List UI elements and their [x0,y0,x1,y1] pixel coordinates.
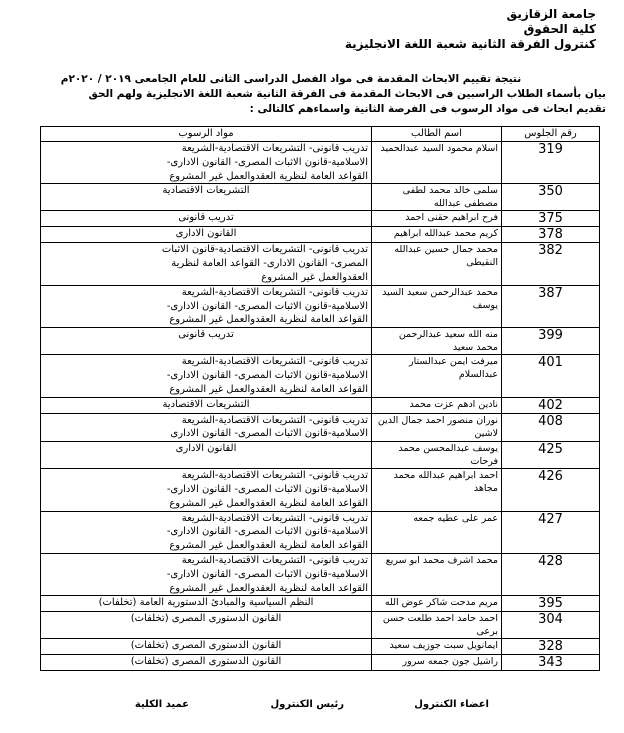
subject-line: القواعد العامة لنظرية العقدوالعمل غير المشروع [169,497,368,509]
student-name-cell: يوسف عبدالمحسن محمد فرحات [372,442,502,469]
table-row [41,328,600,355]
table-row [41,285,600,327]
student-name-cell: كريم محمد عبدالله ابراهيم [372,227,502,243]
student-name-cell: منه الله سعيد عبدالرحمن محمد سعيد [372,328,502,355]
seat-number-cell: 382 [502,243,600,285]
table-body [41,142,600,671]
subject-line: التشريعات الاقتصادية [162,398,250,410]
university-name: جامعة الزقازيق [506,7,596,21]
table-row [41,243,600,285]
seat-number-cell: 426 [502,469,600,511]
control-members-label: اعضاء الكنترول [414,699,489,710]
failed-subjects-cell [41,596,372,612]
control-name: كنترول الفرقة الثانية شعبة اللغة الانجليزية [344,37,596,51]
subject-line: تدريب قانونى- التشريعات الاقتصادية-الشريعة [181,512,368,524]
student-name-cell: فرح ابراهيم حقنى احمد [372,211,502,227]
subject-line: تدريب قانونى- التشريعات الاقتصادية-الشريعة [181,554,368,566]
failed-subjects-cell [41,227,372,243]
subject-line: القانون الدستورى المصرى (تخلفات) [130,613,282,625]
subject-line: القانون الادارى [175,443,237,455]
student-name-cell: ايمانويل سبت جوزيف سعيد [372,639,502,655]
title-line-3: تقديم ابحاث فى مواد الرسوب فى الفرصة الثانية واسماءهم كالتالى : [249,103,606,115]
subject-line: تدريب قانونى- التشريعات الاقتصادية-الشريعة [181,414,368,426]
subject-line: الاسلامية-قانون الاثبات المصرى- القانون الادارى- [166,369,368,381]
failed-subjects-cell [41,553,372,595]
seat-number-cell: 395 [502,596,600,612]
signatures-footer [0,699,624,715]
subject-line: القانون الادارى [175,228,237,240]
table-row [41,397,600,413]
subject-line: العقدوالعمل غير المشروع [261,271,368,283]
table-row [41,184,600,211]
student-name-cell: ميرفت ايمن عبدالستار عبدالسلام [372,355,502,397]
seat-number-cell: 350 [502,184,600,211]
failed-subjects-cell [41,639,372,655]
dean-label: عميد الكلية [134,699,189,710]
document-header [345,7,596,52]
failed-subjects-cell [41,655,372,671]
student-name-cell: راشيل جون جمعه سرور [372,655,502,671]
student-name-cell: محمد عبدالرحمن سعيد السيد يوسف [372,285,502,327]
student-name-cell: احمد حامد احمد طلعت حسن برعى [372,612,502,639]
failed-subjects-cell [41,397,372,413]
table-row [41,612,600,639]
failed-subjects-cell [41,469,372,511]
failed-subjects-cell [41,285,372,327]
seat-number-cell: 343 [502,655,600,671]
table-row [41,355,600,397]
failed-subjects-cell [41,413,372,442]
subject-line: تدريب قانونى- التشريعات الاقتصادية-قانون الاثبات [161,244,368,256]
seat-number-cell: 328 [502,639,600,655]
seat-number-cell: 319 [502,142,600,184]
student-name-cell: احمد ابراهيم عبدالله محمد مجاهد [372,469,502,511]
failed-subjects-cell [41,328,372,355]
seat-number-cell: 401 [502,355,600,397]
results-table [40,126,600,671]
table-row [41,511,600,553]
subject-line: القواعد العامة لنظرية العقدوالعمل غير المشروع [169,582,368,594]
subject-line: القانون الدستورى المصرى (تخلفات) [130,656,282,668]
seat-number-cell: 304 [502,612,600,639]
subject-line: تدريب قانونى- التشريعات الاقتصادية-الشريعة [181,286,368,298]
subject-line: الاسلامية-قانون الاثبات المصرى- القانون الادارى- [166,156,368,168]
subject-line: الاسلامية-قانون الاثبات المصرى- القانون الادارى- [166,483,368,495]
subject-line: الاسلامية-قانون الاثبات المصرى- القانون الادارى- [166,568,368,580]
seat-number-cell: 425 [502,442,600,469]
subject-line: تدريب قانونى [178,329,234,341]
student-name-cell: سلمى خالد محمد لطفى مصطفى عبدالله [372,184,502,211]
failed-subjects-cell [41,442,372,469]
subject-line: الاسلامية-قانون الاثبات المصرى- القانون الادارى- [166,526,368,538]
title-line-1: نتيجة تقييم الابحاث المقدمة فى مواد الفصل الدراسى الثانى للعام الجامعى ٢٠١٩ / ٢٠٢٠م [60,73,522,85]
subject-line: تدريب قانونى [178,212,234,224]
failed-subjects-cell [41,612,372,639]
subject-line: القواعد العامة لنظرية العقدوالعمل غير المشروع [169,314,368,326]
subject-line: القواعد العامة لنظرية العقدوالعمل غير المشروع [169,383,368,395]
failed-subjects-cell [41,184,372,211]
subject-line: تدريب قانونى- التشريعات الاقتصادية-الشريعة [181,470,368,482]
failed-subjects-cell [41,211,372,227]
subject-line: الاسلامية-قانون الاثبات المصرى- القانون الادارى- [166,300,368,312]
seat-number-cell: 387 [502,285,600,327]
student-name-cell: مريم مدحت شاكر عوض الله [372,596,502,612]
table-row [41,553,600,595]
failed-subjects-cell [41,243,372,285]
title-line-2: بيان بأسماء الطلاب الراسبين فى الابحاث المقدمة فى الفرقة الثانية شعبة اللغة الانجليزية ولهم الحق [88,88,606,100]
subject-line: الاسلامية-قانون الاثبات المصرى- القانون الادارى [170,428,368,440]
header-seat-number: رقم الجلوس [502,127,600,142]
header-failed-subjects: مواد الرسوب [41,127,372,142]
faculty-name: كلية الحقوق [523,22,596,36]
failed-subjects-cell [41,355,372,397]
seat-number-cell: 402 [502,397,600,413]
seat-number-cell: 378 [502,227,600,243]
table-row [41,142,600,184]
table-row [41,442,600,469]
seat-number-cell: 427 [502,511,600,553]
student-name-cell: نادين ادهم عزت محمد [372,397,502,413]
subject-line: النظم السياسية والمبادئ الدستورية العامة (تخلفات) [98,597,314,609]
table-row [41,639,600,655]
failed-subjects-cell [41,142,372,184]
subject-line: القانون الدستورى المصرى (تخلفات) [130,640,282,652]
table-row [41,655,600,671]
student-name-cell: محمد جمال حسين عبدالله النقيطى [372,243,502,285]
seat-number-cell: 375 [502,211,600,227]
seat-number-cell: 428 [502,553,600,595]
subject-line: تدريب قانونى- التشريعات الاقتصادية-الشريعة [181,143,368,154]
seat-number-cell: 399 [502,328,600,355]
table-row [41,596,600,612]
table-row [41,211,600,227]
document-titles [16,72,606,117]
table-row [41,413,600,442]
table-header-row [41,127,600,142]
failed-subjects-cell [41,511,372,553]
seat-number-cell: 408 [502,413,600,442]
table-row [41,227,600,243]
subject-line: القواعد العامة لنظرية العقدوالعمل غير المشروع [169,170,368,182]
subject-line: القواعد العامة لنظرية العقدوالعمل غير المشروع [169,540,368,552]
subject-line: المصرى- القانون الادارى- القواعد العامة لنظرية [171,258,368,270]
student-name-cell: عمر على عطيه جمعه [372,511,502,553]
student-name-cell: نوران منصور احمد جمال الدين لاشين [372,413,502,442]
table-row [41,469,600,511]
control-head-label: رئيس الكنترول [270,699,344,710]
student-name-cell: محمد اشرف محمد ابو سريع [372,553,502,595]
subject-line: تدريب قانونى- التشريعات الاقتصادية-الشريعة [181,356,368,368]
header-student-name: اسم الطالب [372,127,502,142]
student-name-cell: اسلام محمود السيد عبدالحميد [372,142,502,184]
subject-line: التشريعات الاقتصادية [162,185,250,197]
